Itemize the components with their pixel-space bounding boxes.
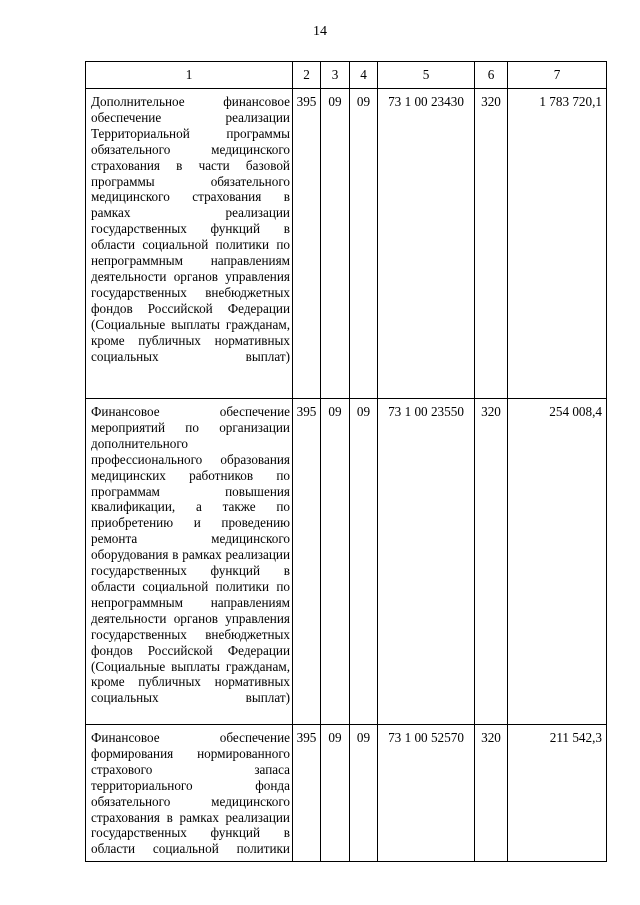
row-code-col6: 320 <box>475 399 508 725</box>
table-row <box>86 399 607 725</box>
row-code-col5: 73 1 00 23430 <box>378 89 475 399</box>
table-header-row <box>86 62 607 89</box>
row-code-col6: 320 <box>475 89 508 399</box>
row-code-col3: 09 <box>321 399 350 725</box>
row-code-col5: 73 1 00 52570 <box>378 725 475 862</box>
row-code-col4: 09 <box>350 725 378 862</box>
row-code-col4: 09 <box>350 89 378 399</box>
column-header-4: 4 <box>350 62 378 89</box>
row-code-col3: 09 <box>321 725 350 862</box>
row-code-col4: 09 <box>350 399 378 725</box>
row-code-col2: 395 <box>293 399 321 725</box>
table-row <box>86 725 607 862</box>
row-code-col2: 395 <box>293 725 321 862</box>
row-code-col6: 320 <box>475 725 508 862</box>
column-header-6: 6 <box>475 62 508 89</box>
column-header-2: 2 <box>293 62 321 89</box>
column-header-1: 1 <box>86 62 293 89</box>
row-description: Дополнительное финансовое обеспечение реализации Территориальной программы обязательного медицинского страхования в части базовой программы обязательного медицинского страхования в рамках реализации государственных функций в области социальной политики по непрограммным направлениям деятельности органов управления государственных внебюджетных фондов Российской Федерации (Социальные выплаты гражданам, кроме публичных нормативных социальных выплат) <box>86 89 293 399</box>
row-description: Финансовое обеспечение формирования нормированного страхового запаса территориального фонда обязательного медицинского страхования в рамках реализации государственных функций в области социальной политики <box>86 725 293 862</box>
column-header-7: 7 <box>508 62 607 89</box>
row-code-col5: 73 1 00 23550 <box>378 399 475 725</box>
row-code-col3: 09 <box>321 89 350 399</box>
page-number: 14 <box>313 24 327 39</box>
table-row <box>86 89 607 399</box>
row-description: Финансовое обеспечение мероприятий по организации дополнительного профессионального образования медицинских работников по программам повышения квалификации, а также по приобретению и проведению ремонта медицинского оборудования в рамках реализации государственных функций в области социальной политики по непрограммным направлениям деятельности органов управления государственных внебюджетных фондов Российской Федерации (Социальные выплаты гражданам, кроме публичных нормативных социальных выплат) <box>86 399 293 725</box>
row-amount: 254 008,4 <box>508 399 607 725</box>
row-code-col2: 395 <box>293 89 321 399</box>
column-header-5: 5 <box>378 62 475 89</box>
column-header-3: 3 <box>321 62 350 89</box>
row-amount: 1 783 720,1 <box>508 89 607 399</box>
budget-table <box>85 61 607 862</box>
row-amount: 211 542,3 <box>508 725 607 862</box>
